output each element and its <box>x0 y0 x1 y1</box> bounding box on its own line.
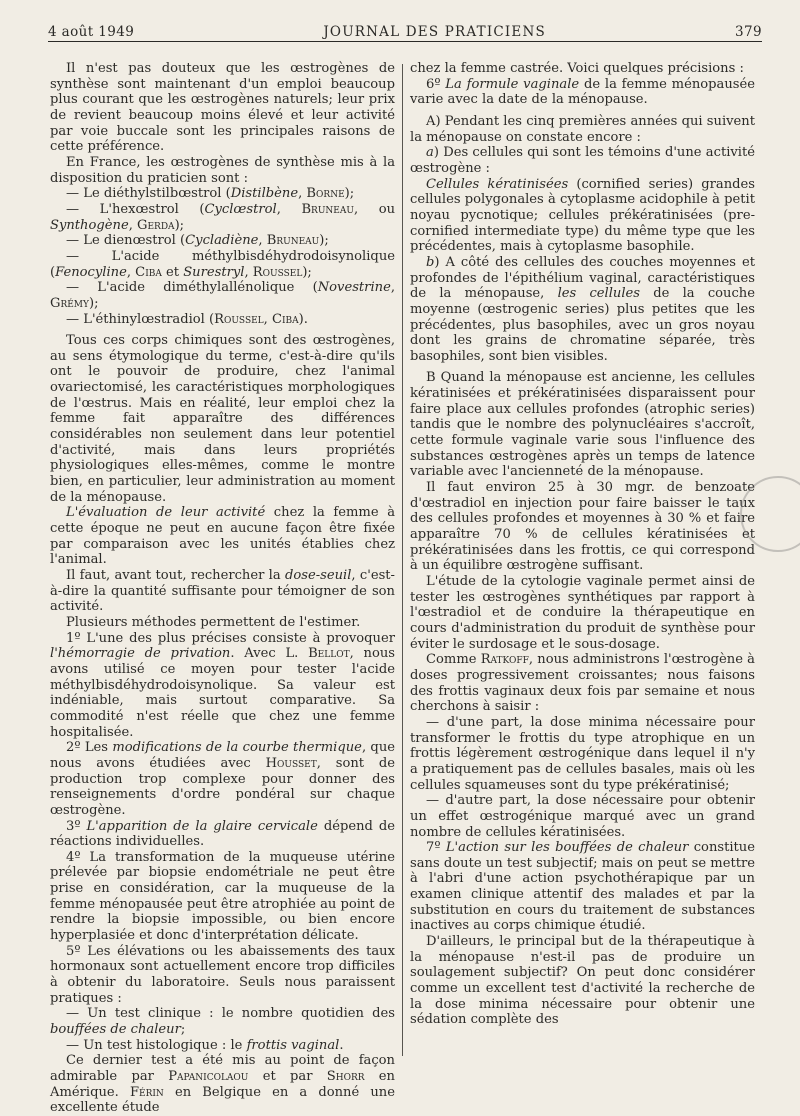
right-column <box>410 61 755 1028</box>
paragraph: 4º La transformation de la muqueuse utérine prélevée par biopsie endométriale ne peut être prise en considération, car la muqueuse de la femme ménopausée peut être atrophiée au point de rendre la biopsie impossible, ou bien encore hyperplasiée et donc d'interprétation délicate. <box>50 849 395 944</box>
list-item: — L'hexœstrol (Cyclœstrol, Bruneau, ou Synthogène, Gerda); <box>50 201 396 233</box>
header-page-number: 379 <box>735 24 762 40</box>
paragraph: L'évaluation de leur activité chez la femme à cette époque ne peut en aucune façon être fixée par comparaison avec les unités établies chez l'animal. <box>50 505 396 568</box>
header-journal-title: JOURNAL DES PRATICIENS <box>323 24 546 40</box>
paragraph: 5º Les élévations ou les abaissements des taux hormonaux sont actuellement encore trop difficiles à obtenir du laboratoire. Seuls nous paraissent pratiques : <box>50 943 395 1006</box>
paragraph: — d'autre part, la dose nécessaire pour obtenir un effet œstrogénique marqué avec un grand nombre de cellules kératinisées. <box>410 793 755 840</box>
paragraph: — Un test clinique : le nombre quotidien des bouffées de chaleur; <box>50 1006 395 1038</box>
column-divider <box>402 64 403 1056</box>
running-head <box>48 16 762 40</box>
paragraph: b) A côté des cellules des couches moyennes et profondes de l'épithélium vaginal, caractéristiques de la ménopause, les cellules de la couche moyenne (œstrogenic series) plus petites que les précédentes, plus basophiles, avec un gros noyau dont les grains de chromatine séparée, très basophiles, sont bien visibles. <box>410 254 755 364</box>
paragraph: Tous ces corps chimiques sont des œstrogènes, au sens étymologique du terme, c'est-à-dire qu'ils ont le pouvoir de produire, chez l'animal ovariectomisé, les caractéristiques morphologiques de l'œstrus. Mais en réalité, leur emploi chez la femme fait apparaître des différences considérables non seulement dans leur potentiel d'activité, mais dans leurs propriétés physiologiques elles-mêmes, comme le montre bien, en particulier, leur administration au moment de la ménopause. <box>50 333 395 505</box>
paragraph: chez la femme castrée. Voici quelques précisions : <box>410 61 744 76</box>
paragraph: Il n'est pas douteux que les œstrogènes de synthèse sont maintenant d'un emploi beaucoup plus courant que les œstrogènes naturels; leur prix de revient beaucoup moins élevé et leur activité par voie buccale sont les principales raisons de cette préférence. <box>50 61 395 155</box>
paragraph: B Quand la ménopause est ancienne, les cellules kératinisées et prékératinisées disparaissent pour faire place aux cellules profondes (atrophic series) tandis que le nombre des polynucléaires s'accroît, cette formule vaginale varie sous l'influence des substances œstrogènes après un temps de latence variable avec l'ancienneté de la ménopause. <box>410 370 755 480</box>
paragraph: — d'une part, la dose minima nécessaire pour transformer le frottis du type atrophique en un frottis légèrement œstrogénique dans lequel il n'y a pratiquement pas de cellules basales, mais où les cellules squameuses sont du type prékératinisé; <box>410 714 755 793</box>
list-item: — Le diéthylstilbœstrol (Distilbène, Borne); <box>66 186 355 202</box>
list-item: — Le dienœstrol (Cycladiène, Bruneau); <box>66 233 329 249</box>
paragraph: Il faut, avant tout, rechercher la dose-seuil, c'est-à-dire la quantité suffisante pour témoigner de son activité. <box>50 568 395 615</box>
paragraph: Cellules kératinisées (cornified series) grandes cellules polygonales à cytoplasme acidophile à petit noyau pycnotique; cellules prékératinisées (pre-cornified intermediate type) du même type que les précédentes, mais à cytoplasme basophile. <box>410 176 755 255</box>
paragraph: Comme Ratkoff, nous administrons l'œstrogène à doses progressivement croissantes; nous faisons des frottis vaginaux deux fois par semaine et nous cherchons à saisir : <box>410 652 755 715</box>
paragraph: a) Des cellules qui sont les témoins d'une activité œstrogène : <box>410 145 755 176</box>
list-item: — L'éthinylœstradiol (Roussel, Ciba). <box>66 311 308 327</box>
paragraph: En France, les œstrogènes de synthèse mis à la disposition du praticien sont : <box>50 154 395 186</box>
header-date: 4 août 1949 <box>48 24 135 40</box>
list-item: — L'acide méthylbisdéhydrodoisynolique (Fenocyline, Ciba et Surestryl, Roussel); <box>50 248 395 280</box>
paragraph: — Un test histologique : le frottis vaginal. <box>66 1037 344 1053</box>
paragraph: 1º L'une des plus précises consiste à provoquer l'hémorragie de privation. Avec L. Bellot, nous avons utilisé ce moyen pour tester l'acide méthylbisdéhydrodoisynolique. Sa valeur est indéniable, mais surtout comparative. Sa commodité n'est réelle que chez une femme hospitalisée. <box>50 630 395 740</box>
paragraph: L'étude de la cytologie vaginale permet ainsi de tester les œstrogènes synthétiques par rapport à l'œstradiol et de conduire la thérapeutique en cours d'administration du produit de synthèse pour éviter le surdosage et le sous-dosage. <box>410 574 755 652</box>
paragraph: Plusieurs méthodes permettent de l'estimer. <box>66 614 361 630</box>
paragraph: 7º L'action sur les bouffées de chaleur constitue sans doute un test subjectif; mais on peut se mettre à l'abri d'une action psychothérapique par un examen clinique attentif des malades et par la substitution en cours du traitement de substances inactives au corps chimique étudié. <box>410 840 755 934</box>
paragraph: A) Pendant les cinq premières années qui suivent la ménopause on constate encore : <box>410 113 755 145</box>
header-rule <box>48 41 762 42</box>
paragraph: Ce dernier test a été mis au point de façon admirable par Papanicolaou et par Shorr en Amérique. Férin en Belgique en a donné une excellente étude <box>50 1053 395 1116</box>
left-column <box>50 61 395 1116</box>
paragraph: 2º Les modifications de la courbe thermique, que nous avons étudiées avec Housset, sont de production trop complexe pour donner des renseignements d'ordre pondéral sur chaque œstrogène. <box>50 740 396 818</box>
list-item: — L'acide diméthylallénolique (Novestrine, Grémy); <box>50 280 395 311</box>
paragraph: 3º L'apparition de la glaire cervicale dépend de réactions individuelles. <box>50 818 395 850</box>
paragraph: Il faut environ 25 à 30 mgr. de benzoate d'œstradiol en injection pour faire baisser le taux des cellules profondes et moyennes à 30 % et faire apparaître 70 % de cellules kératinisées et prékératinisées dans les frottis, ce qui correspond à un équilibre œstrogène suffisant. <box>410 480 755 574</box>
paragraph: 6º La formule vaginale de la femme ménopausée varie avec la date de la ménopause. <box>410 76 755 108</box>
paragraph: D'ailleurs, le principal but de la thérapeutique à la ménopause n'est-il pas de produire un soulagement subjectif? On peut donc considérer comme un excellent test d'activité la recherche de la dose minima nécessaire pour obtenir une sédation complète des <box>410 934 755 1028</box>
